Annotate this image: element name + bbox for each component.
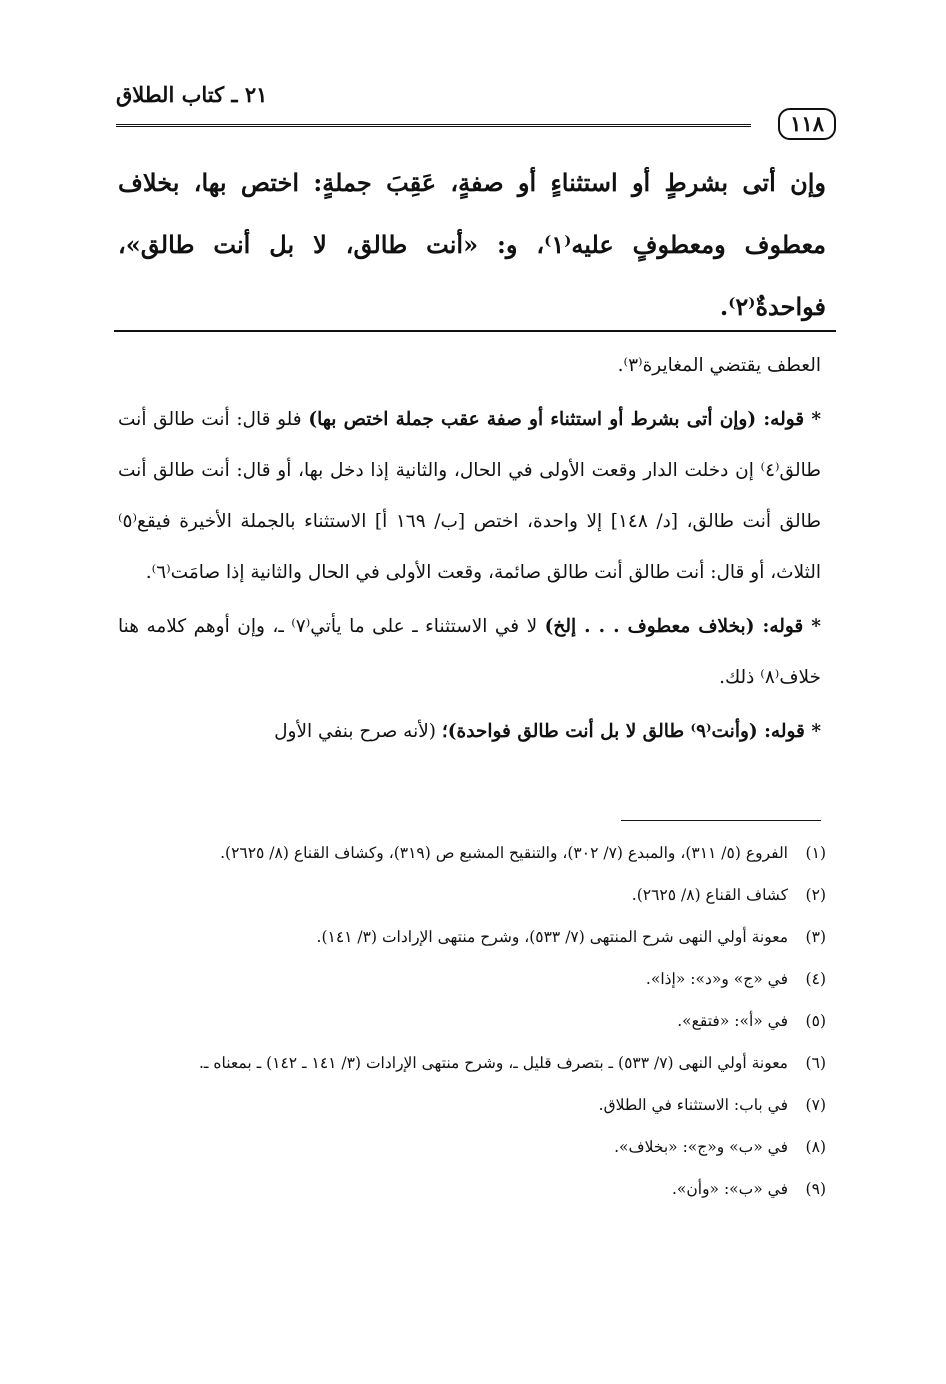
matn-divider xyxy=(114,330,836,332)
footnote-text: في «ب»: «وأن». xyxy=(671,1180,788,1198)
footnote xyxy=(116,1048,826,1079)
commentary-opening: العطف يقتضي المغايرة⁽٣⁾. xyxy=(617,355,821,376)
commentary-paragraph xyxy=(118,601,821,703)
page-header xyxy=(116,60,836,140)
commentary-text: لا في الاستثناء ـ على ما يأتي⁽٧⁾ ـ، وإن أوهم كلامه هنا خلاف⁽٨⁾ ذلك. xyxy=(118,616,821,688)
footnotes xyxy=(116,838,826,1216)
matn-text xyxy=(118,152,826,338)
footnote-text: في «أ»: «فتقع». xyxy=(677,1012,788,1030)
footnote-number: (٣) xyxy=(805,928,826,946)
commentary-text: (لأنه صرح بنفي الأول xyxy=(274,721,442,742)
footnote xyxy=(116,838,826,869)
footnote-text: الفروع (٥/ ٣١١)، والمبدع (٧/ ٣٠٢)، والتنقيح المشبع ص (٣١٩)، وكشاف القناع (٨/ ٢٦٢٥). xyxy=(220,844,788,862)
footnote-divider xyxy=(621,820,821,821)
footnote xyxy=(116,1174,826,1205)
commentary-text: فلو قال: أنت طالق أنت طالق⁽٤⁾ إن دخلت الدار وقعت الأولى في الحال، والثانية إذا دخل بها، أو قال: أنت طالق أنت طالق أنت طالق، [د/ ١٤٨] إلا واحدة، اختص [ب/ ١٦٩ أ] الاستثناء بالجملة الأخيرة فيقع⁽٥⁾ الثلاث، أو قال: أنت طالق أنت طالق صائمة، وقعت الأولى في الحال والثانية إذا صامَت⁽٦⁾. xyxy=(118,409,821,583)
footnote-text: معونة أولي النهى (٧/ ٥٣٣) ـ بتصرف قليل ـ، وشرح منتهى الإرادات (٣/ ١٤١ ـ ١٤٢) ـ بمعناه ـ. xyxy=(199,1054,788,1072)
footnote xyxy=(116,1132,826,1163)
footnote-text: في «ب» و«ج»: «بخلاف». xyxy=(614,1138,788,1156)
header-rule xyxy=(116,124,751,127)
matn-paragraph: وإن أتى بشرطٍ أو استثناءٍ أو صفةٍ، عَقِبَ جملةٍ: اختص بها، بخلاف معطوف ومعطوفٍ عليه⁽١⁾، و: «أنت طالق، لا بل أنت طالق»، فواحدةٌ⁽٢⁾. xyxy=(118,168,827,321)
running-title: ٢١ ـ كتاب الطلاق xyxy=(116,82,268,107)
quote-marker: * قوله: (وأنت⁽٩⁾ طالق لا بل أنت طالق فواحدة)؛ xyxy=(441,721,821,742)
footnote-number: (١) xyxy=(805,844,826,862)
footnote-number: (٨) xyxy=(805,1138,826,1156)
footnote-number: (٤) xyxy=(805,970,826,988)
quote-marker: * قوله: (بخلاف معطوف . . . إلخ) xyxy=(544,616,821,637)
footnote-number: (٢) xyxy=(805,886,826,904)
footnote xyxy=(116,1006,826,1037)
footnote-text: في باب: الاستثناء في الطلاق. xyxy=(598,1096,788,1114)
footnote xyxy=(116,880,826,911)
commentary xyxy=(118,340,821,760)
footnote-number: (٩) xyxy=(805,1180,826,1198)
commentary-paragraph xyxy=(118,394,821,598)
footnote-text: كشاف القناع (٨/ ٢٦٢٥). xyxy=(631,886,788,904)
quote-marker: * قوله: (وإن أتى بشرط أو استثناء أو صفة عقب جملة اختص بها) xyxy=(308,409,822,430)
footnote xyxy=(116,964,826,995)
footnote-text: في «ج» و«د»: «إذا». xyxy=(645,970,788,988)
footnote-number: (٥) xyxy=(805,1012,826,1030)
footnote xyxy=(116,1090,826,1121)
footnote xyxy=(116,922,826,953)
footnote-number: (٧) xyxy=(805,1096,826,1114)
page-number: ١١٨ xyxy=(778,108,836,140)
footnote-number: (٦) xyxy=(805,1054,826,1072)
footnote-text: معونة أولي النهى شرح المنتهى (٧/ ٥٣٣)، وشرح منتهى الإرادات (٣/ ١٤١). xyxy=(316,928,788,946)
commentary-paragraph xyxy=(118,706,821,757)
